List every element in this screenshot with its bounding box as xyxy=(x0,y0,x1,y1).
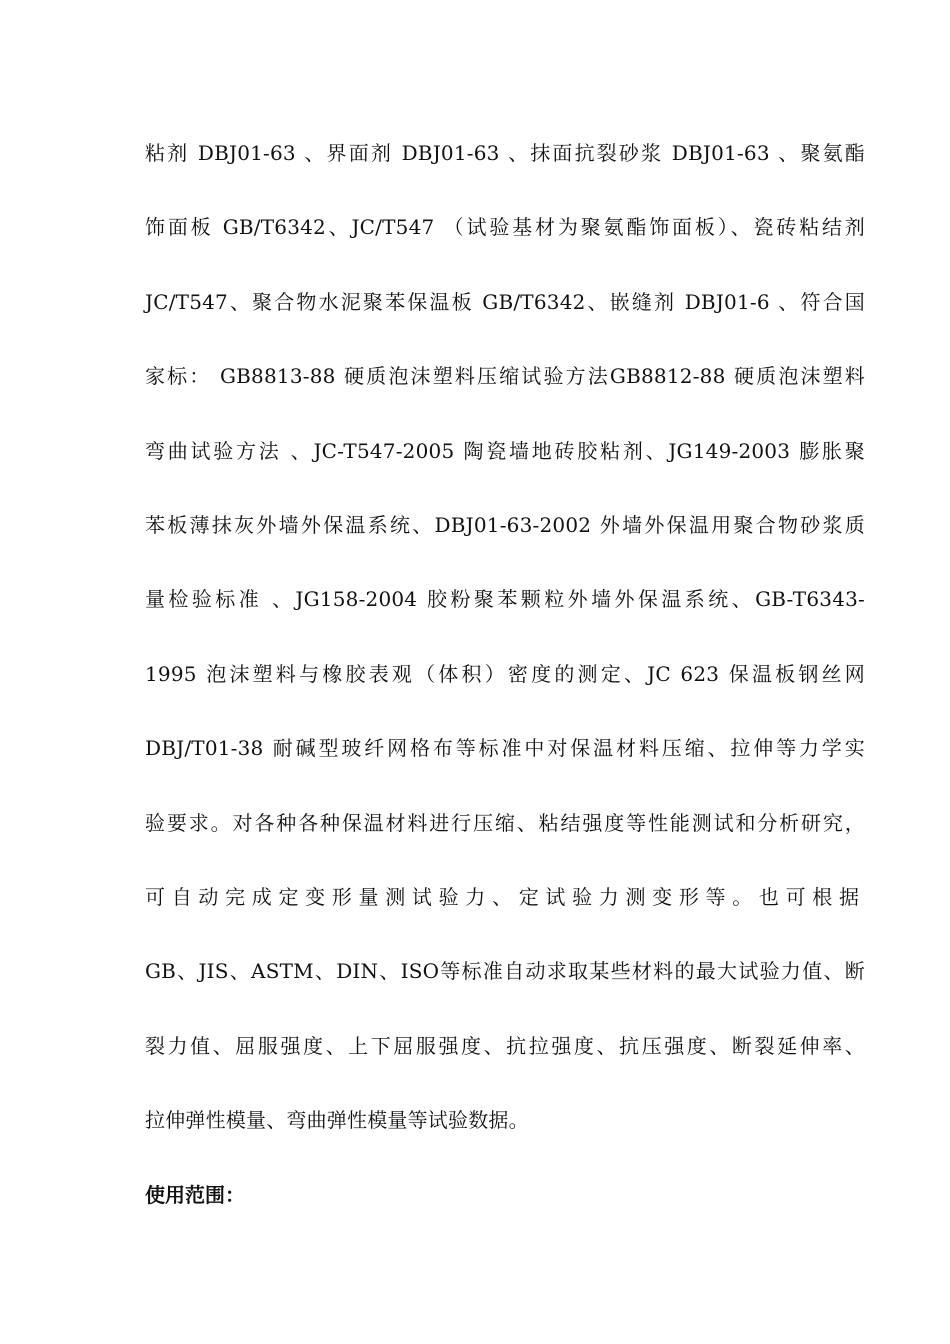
text-line: JC/T547、聚合物水泥聚苯保温板 GB/T6342、嵌缝剂 DBJ01-6 、符合国 xyxy=(145,289,865,314)
text-line: 拉伸弹性模量、弯曲弹性模量等试验数据。 xyxy=(145,1108,529,1133)
text-line: 粘剂 DBJ01-63 、界面剂 DBJ01-63 、抹面抗裂砂浆 DBJ01-63 、聚氨酯 xyxy=(145,141,865,165)
text-line: 可自动完成定变形量测试验力、定试验力测变形等。也可根据 xyxy=(145,884,865,909)
text-line: 弯曲试验方法 、JC-T547-2005 陶瓷墙地砖胶粘剂、JG149-2003 膨胀聚 xyxy=(145,438,865,463)
text-line: DBJ/T01-38 耐碱型玻纤网格布等标准中对保温材料压缩、拉伸等力学实 xyxy=(145,736,865,761)
text-line: 量检验标准 、JG158-2004 胶粉聚苯颗粒外墙外保温系统、GB-T6343- xyxy=(145,587,865,612)
text-line: 裂力值、屈服强度、上下屈服强度、抗拉强度、抗压强度、断裂延伸率、 xyxy=(145,1033,865,1058)
section-heading: 使用范围： xyxy=(145,1183,245,1207)
body-paragraph xyxy=(145,134,865,1175)
text-line: 家标： GB8813-88 硬质泡沫塑料压缩试验方法GB8812-88 硬质泡沫塑料 xyxy=(145,364,865,389)
text-line: 1995 泡沫塑料与橡胶表观（体积）密度的测定、JC 623 保温板钢丝网 xyxy=(145,661,865,686)
text-line: 饰面板 GB/T6342、JC/T547 （试验基材为聚氨酯饰面板）、瓷砖粘结剂 xyxy=(145,215,865,240)
text-line: GB、JIS、ASTM、DIN、ISO等标准自动求取某些材料的最大试验力值、断 xyxy=(145,959,865,984)
text-line: 苯板薄抹灰外墙外保温系统、DBJ01-63-2002 外墙外保温用聚合物砂浆质 xyxy=(145,512,865,537)
text-line: 验要求。对各种各种保温材料进行压缩、粘结强度等性能测试和分析研究， xyxy=(145,810,865,835)
